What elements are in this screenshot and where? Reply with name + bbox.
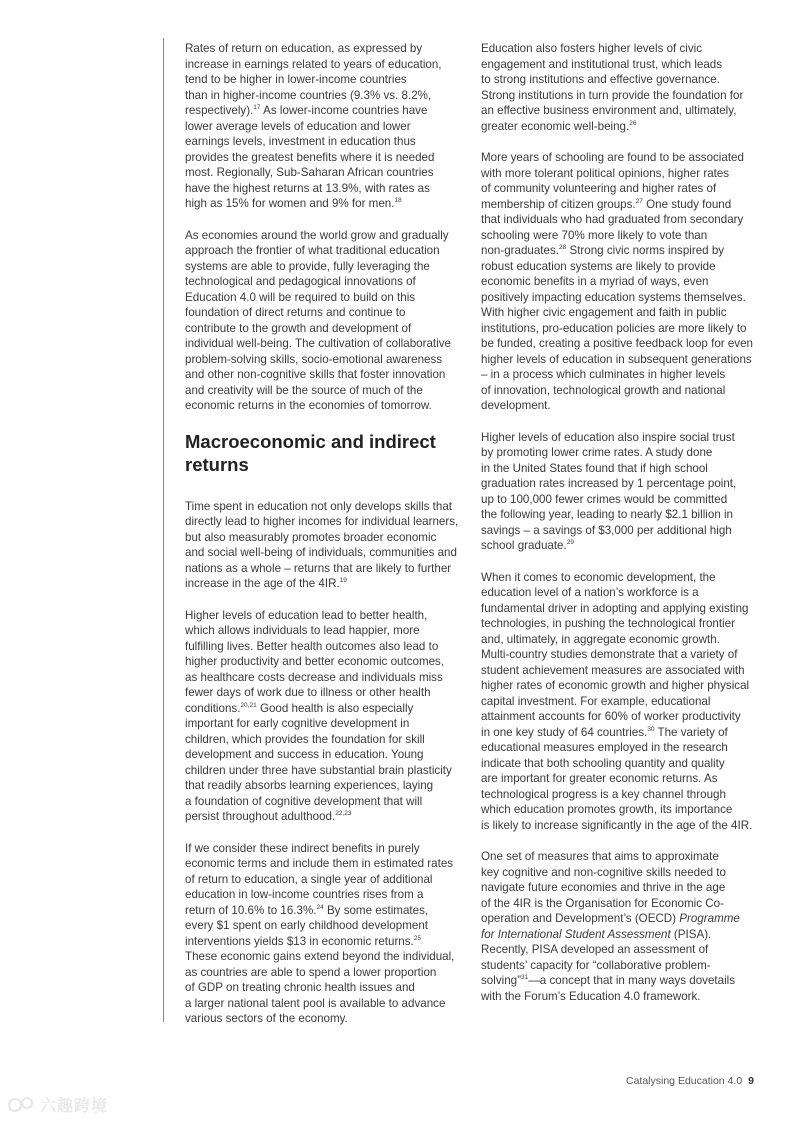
paragraph-schooling-opinions: More years of schooling are found to be associated with more tolerant political opinions, higher rates of community volunteering and higher rates of membership of citizen groups.$^{27}$ One study found that individuals who had graduated from secondary schooling were 70% more likely to vote than non-graduates.$^{28}$ Strong civic norms inspired by robust education systems are likely to provide economic benefits in a myriad of ways, even positively impacting education systems themselves. With higher civic engagement and faith in public institutions, pro-education policies are more likely to be funded, creating a positive feedback loop for even higher levels of education in subsequent generations – in a process which culminates in higher levels of innovation, technological growth and national development. bbox=[481, 151, 753, 412]
watermark-text: 六趣跨境 bbox=[40, 1098, 109, 1115]
section-heading: Macroeconomic and indirect returns bbox=[185, 430, 436, 475]
footnote-ref[interactable]: 27 bbox=[635, 197, 643, 205]
watermark-logo-icon bbox=[7, 1096, 37, 1114]
footnote-ref[interactable]: 25 bbox=[413, 934, 422, 942]
footer-title: Catalysing Education 4.0 bbox=[626, 1075, 743, 1087]
left-column bbox=[185, 41, 467, 1043]
watermark bbox=[7, 1093, 108, 1116]
footnote-ref[interactable]: 17 bbox=[253, 104, 261, 111]
footnote-ref[interactable]: 30 bbox=[647, 725, 655, 733]
footnote-ref[interactable]: 29 bbox=[566, 539, 574, 546]
paragraph-social-trust: Higher levels of education also inspire social trust by promoting lower crime rates. A study done in the United States found that if high school graduation rates increased by 1 percentage point, up to 100,000 fewer crimes would be committed the following year, leading to nearly $2.1 billion in savings – a savings of $3,000 per additional high school graduate.$^{29}$ bbox=[481, 430, 737, 552]
footnote-ref[interactable]: 18 bbox=[394, 197, 402, 204]
paragraph-education-frontier: As economies around the world grow and gradually approach the frontier of what traditional education systems are able to provide, fully leveraging the technological and pedagogical innovations of Education 4.0 will be required to build on this foundation of direct returns and continue to contribute to the growth and development of individual well-being. The cultivation of collaborative problem-solving skills, socio-emotional awareness and other non-cognitive skills that foster innovation and creativity will be the source of much of the economic returns in the economies of tomorrow. bbox=[185, 228, 451, 412]
right-column bbox=[481, 41, 763, 1020]
paragraph-economic-development: When it comes to economic development, the education level of a nation’s workforce is a fundamental driver in adopting and applying existing technologies, in pushing the technological frontier and, ultimately, in aggregate economic growth. Multi-country studies demonstrate that a variety of student achievement measures are associated with higher rates of economic growth and higher physical capital investment. For example, educational attainment accounts for 60% of worker productivity in one key study of 64 countries.$^{30}$ The variety of educational measures employed in the research indicate that both schooling quantity and quality are important for greater economic returns. As technological progress is a key channel through which education promotes growth, its importance is likely to increase significantly in the age of the 4IR. bbox=[481, 570, 753, 832]
column-rule bbox=[163, 38, 164, 1022]
footnote-ref[interactable]: 20,21 bbox=[240, 701, 257, 709]
paragraph-indirect-returns: Time spent in education not only develops skills that directly lead to higher incomes for individual learners, but also measurably promotes broader economic and social well-being of individuals, communities and nations as a whole – returns that are likely to further increase in the age of the 4IR.$^{19}$ bbox=[185, 499, 459, 590]
footnote-ref[interactable]: 28 bbox=[559, 244, 567, 251]
footnote-ref[interactable]: 19 bbox=[339, 577, 347, 584]
footnote-ref[interactable]: 24 bbox=[316, 903, 324, 911]
footnote-ref[interactable]: 31 bbox=[520, 974, 529, 981]
paragraph-economic-terms: If we consider these indirect benefits in purely economic terms and include them in estimated rates of return to education, a single year of additional education in low-income countries rises from a return of 10.6% to 16.3%.$^{24}$ By some estimates, every $1 spent on early childhood development interventions yields $13 in economic returns.$^{25}$ These economic gains extend beyond the individual, as countries are able to spend a lower proportion of GDP on treating chronic health issues and a larger national talent pool is available to advance various sectors of the economy. bbox=[185, 841, 455, 1025]
paragraph-pisa: One set of measures that aims to approximate key cognitive and non-cognitive skills needed to navigate future economies and thrive in the age of the 4IR is the Organisation for Economic Co- operation and Development’s (OECD) Programme for International Student Assessment (PISA). Recently, PISA developed an assessment of students’ capacity for “collaborative problem- solving”$^{31}$—a concept that in many ways dovetails with the Forum’s Education 4.0 framework. bbox=[481, 850, 740, 1003]
page-number: 9 bbox=[748, 1075, 754, 1087]
paragraph-health: Higher levels of education lead to better health, which allows individuals to lead happier, more fulfilling lives. Better health outcomes also lead to higher productivity and better economic outcomes, as healthcare costs decrease and individuals miss fewer days of work due to illness or other health conditions.$^{20,21}$ Good health is also especially important for early cognitive development in children, which provides the foundation for skill development and success in education. Young children under three have substantial brain plasticity that readily absorbs learning experiences, laying a foundation of cognitive development that will persist throughout adulthood.$^{22,23}$ bbox=[185, 608, 452, 823]
page-footer bbox=[626, 1075, 754, 1087]
footnote-ref[interactable]: 26 bbox=[629, 119, 637, 127]
paragraph-returns-by-income: Rates of return on education, as expressed by increase in earnings related to years of education, tend to be higher in lower-income countries than in higher-income countries (9.3% vs. 8.2%, respectively).$^{17}$ As lower-income countries have lower average levels of education and lower earnings levels, investment in education thus provides the greatest benefits where it is needed most. Regionally, Sub-Saharan African countries have the highest returns at 13.9%, with rates as high as 15% for women and 9% for men.$^{18}$ bbox=[185, 42, 442, 210]
paragraph-civic-engagement: Education also fosters higher levels of civic engagement and institutional trust, which leads to strong institutions and effective governance. Strong institutions in turn provide the foundation for an effective business environment and, ultimately, greater economic well-being.$^{26}$ bbox=[481, 42, 744, 133]
footnote-ref[interactable]: 22,23 bbox=[335, 810, 352, 817]
